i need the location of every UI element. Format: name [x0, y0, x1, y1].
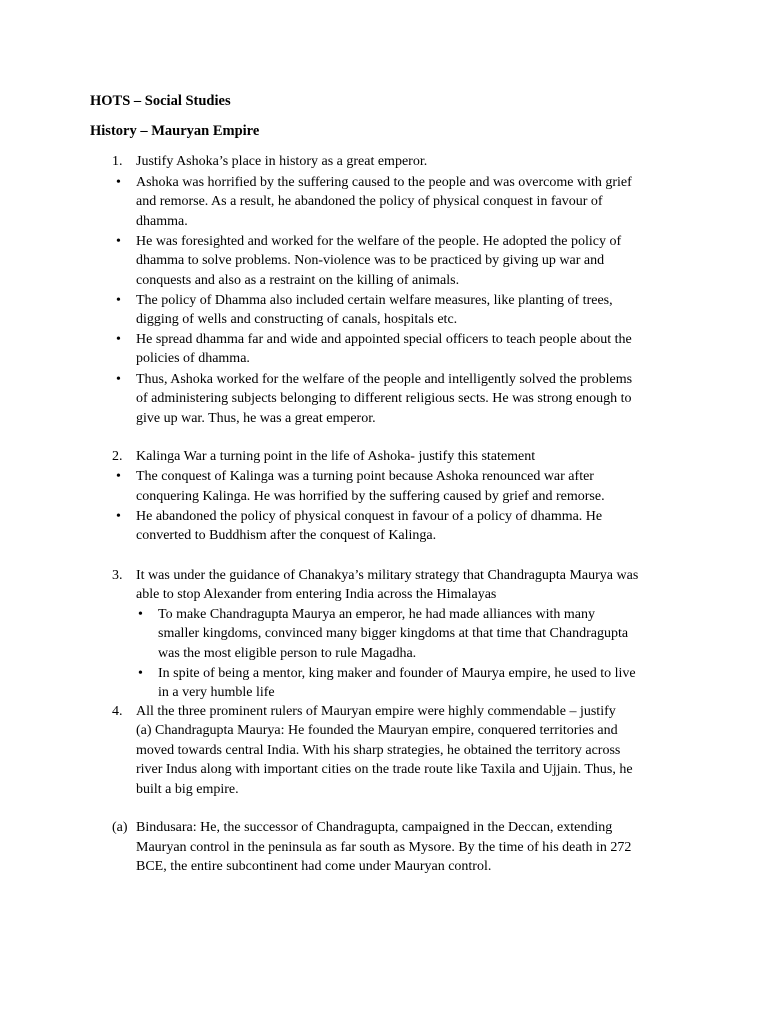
q3-bullet-1-line: To make Chandragupta Maurya an emperor, he had made alliances with many — [158, 607, 595, 622]
q2-bullet-1-line: conquering Kalinga. He was horrified by the suffering caused by grief and remorse. — [136, 489, 605, 504]
question-3-text-line: able to stop Alexander from entering India across the Himalayas — [136, 587, 497, 602]
q3-bullet-1-line: was the most eligible person to rule Magadha. — [158, 646, 417, 661]
question-2-text: Kalinga War a turning point in the life of Ashoka- justify this statement — [136, 449, 536, 464]
bullet-marker — [138, 664, 143, 684]
q1-bullet-5-line: Thus, Ashoka worked for the welfare of the people and intelligently solved the problems — [136, 372, 633, 387]
q4-part-a-line: moved towards central India. With his sharp strategies, he obtained the territory across — [136, 743, 621, 758]
bullet-marker — [116, 507, 121, 527]
question-3-number: 3. — [112, 568, 123, 583]
question-4-number: 4. — [112, 704, 123, 719]
q1-bullet-2-line: conquests and also as a restraint on the killing of animals. — [136, 273, 460, 288]
q4-part-b-line: Bindusara: He, the successor of Chandragupta, campaigned in the Deccan, extending — [136, 820, 613, 835]
bullet-marker — [116, 467, 121, 487]
q1-bullet-1-line: dhamma. — [136, 214, 188, 229]
q1-bullet-2-line: dhamma to solve problems. Non-violence was to be practiced by giving up war and — [136, 253, 605, 268]
bullet-marker — [116, 173, 121, 193]
question-2-number: 2. — [112, 449, 123, 464]
question-4-text: All the three prominent rulers of Mauryan empire were highly commendable – justify — [136, 704, 616, 719]
q4-part-b-label: (a) — [112, 820, 128, 835]
question-1-number: 1. — [112, 154, 123, 169]
q1-bullet-4-line: policies of dhamma. — [136, 351, 250, 366]
q1-bullet-1-line: and remorse. As a result, he abandoned the policy of physical conquest in favour of — [136, 194, 603, 209]
q2-bullet-2-line: converted to Buddhism after the conquest of Kalinga. — [136, 528, 437, 543]
bullet-marker — [138, 605, 143, 625]
q4-part-a-line: river Indus along with important cities on the trade route like Taxila and Ujjain. Thus, he — [136, 762, 633, 777]
q4-part-b-line: Mauryan control in the peninsula as far south as Mysore. By the time of his death in 272 — [136, 840, 632, 855]
q3-bullet-2-line: in a very humble life — [158, 685, 275, 700]
q1-bullet-1-line: Ashoka was horrified by the suffering caused to the people and was overcome with grief — [136, 175, 632, 190]
q1-bullet-5-line: give up war. Thus, he was a great emperor. — [136, 411, 376, 426]
q1-bullet-2-line: He was foresighted and worked for the welfare of the people. He adopted the policy of — [136, 234, 622, 249]
bullet-marker — [116, 330, 121, 350]
q2-bullet-2-line: He abandoned the policy of physical conquest in favour of a policy of dhamma. He — [136, 509, 603, 524]
q4-part-a-line: (a) Chandragupta Maurya: He founded the Mauryan empire, conquered territories and — [136, 723, 618, 738]
question-3-text-line: It was under the guidance of Chanakya’s military strategy that Chandragupta Maurya was — [136, 568, 639, 583]
q4-part-a-line: built a big empire. — [136, 782, 239, 797]
document-title: HOTS – Social Studies — [90, 93, 231, 109]
q1-bullet-5-line: of administering subjects belonging to different religious sects. He was strong enough to — [136, 391, 632, 406]
q3-bullet-1-line: smaller kingdoms, convinced many bigger kingdoms at that time that Chandragupta — [158, 626, 629, 641]
bullet-marker — [116, 291, 121, 311]
q1-bullet-3-line: digging of wells and constructing of canals, hospitals etc. — [136, 312, 458, 327]
q1-bullet-3-line: The policy of Dhamma also included certain welfare measures, like planting of trees, — [136, 293, 613, 308]
bullet-marker — [116, 232, 121, 252]
section-heading: History – Mauryan Empire — [90, 123, 260, 139]
question-1-text: Justify Ashoka’s place in history as a great emperor. — [136, 154, 428, 169]
q2-bullet-1-line: The conquest of Kalinga was a turning point because Ashoka renounced war after — [136, 469, 594, 484]
q3-bullet-2-line: In spite of being a mentor, king maker and founder of Maurya empire, he used to live — [158, 666, 636, 681]
q4-part-b-line: BCE, the entire subcontinent had come under Mauryan control. — [136, 859, 492, 874]
bullet-marker — [116, 370, 121, 390]
q1-bullet-4-line: He spread dhamma far and wide and appointed special officers to teach people about the — [136, 332, 632, 347]
